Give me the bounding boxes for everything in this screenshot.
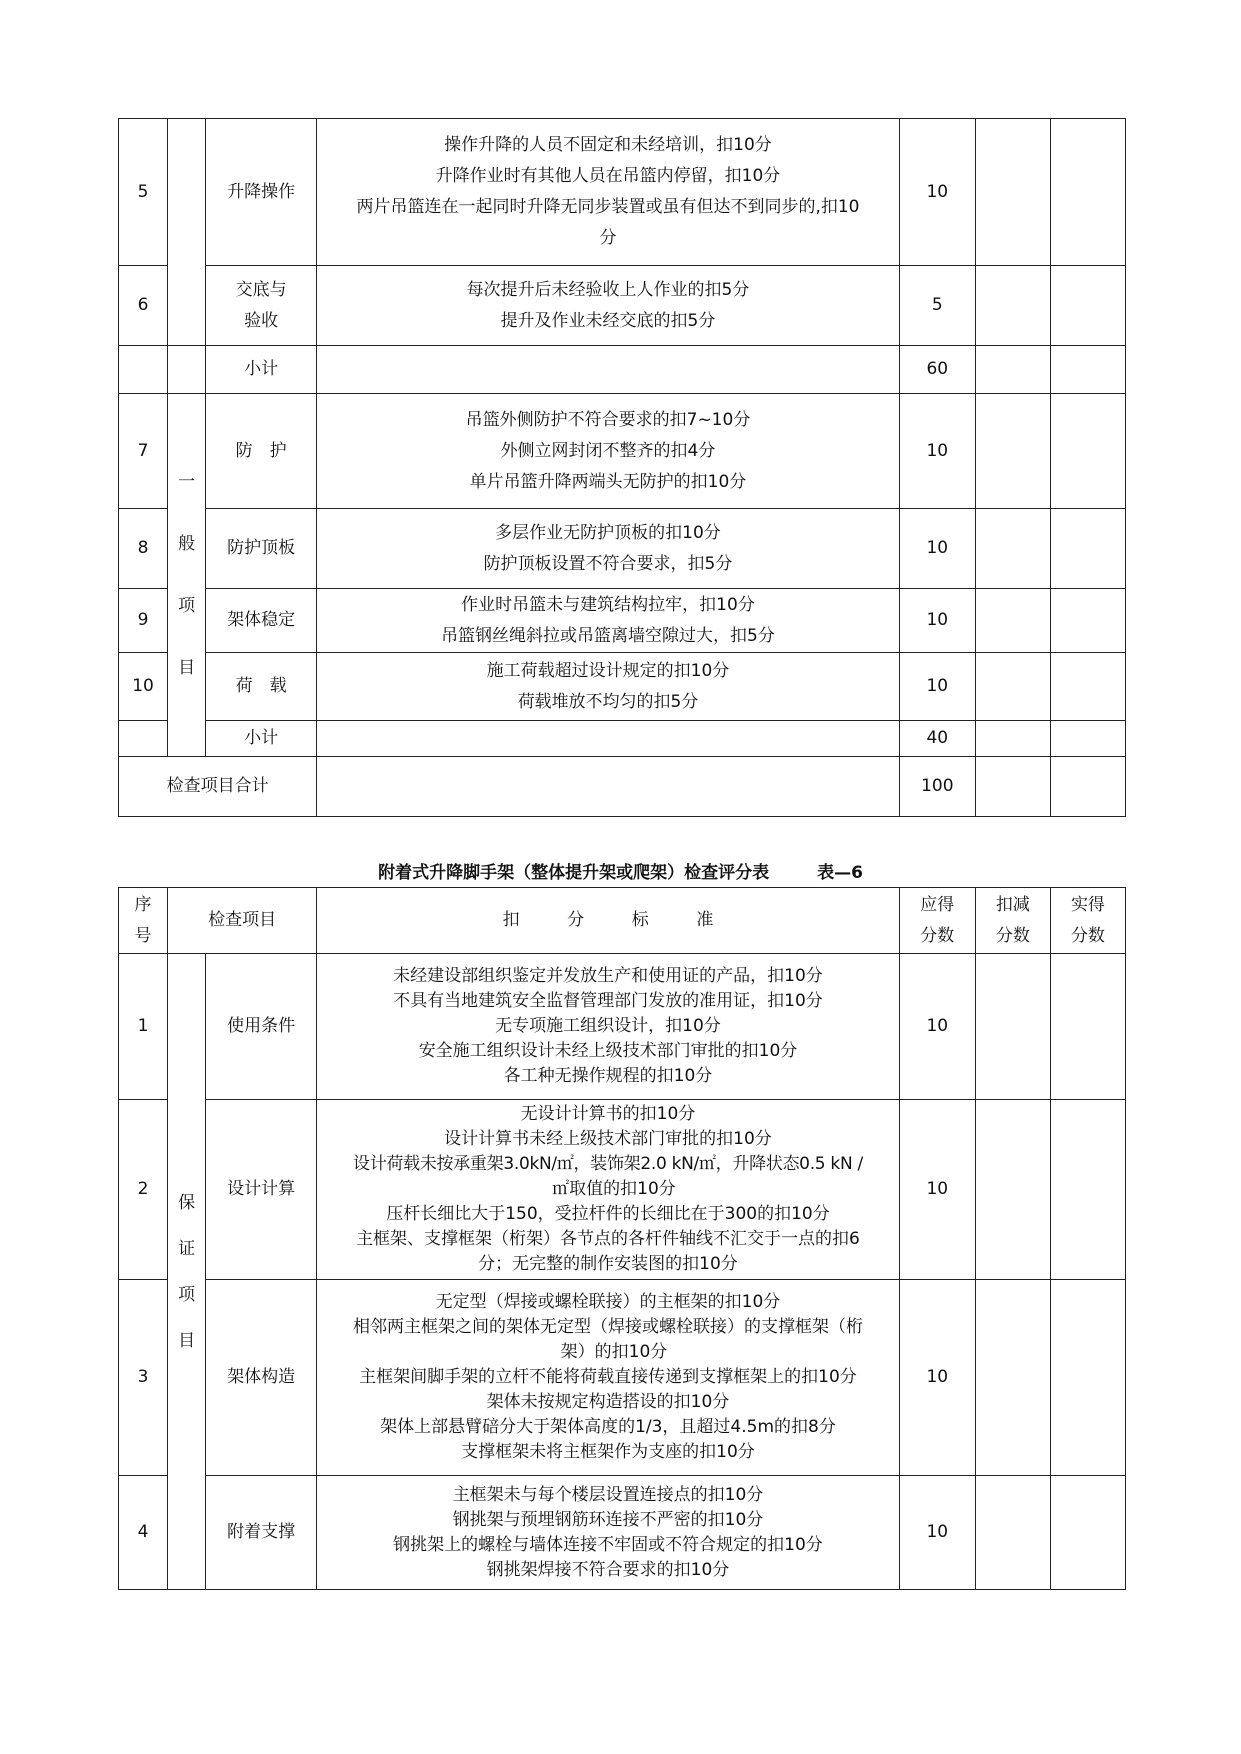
table-row bbox=[119, 1100, 1126, 1280]
table-row bbox=[119, 394, 1126, 509]
criteria-line: 无专项施工组织设计，扣10分 bbox=[495, 1016, 721, 1036]
criteria-line: 分；无完整的制作安装图的扣10分 bbox=[478, 1254, 738, 1274]
deduct-score-cell[interactable] bbox=[975, 119, 1050, 266]
deduct-score-cell[interactable] bbox=[975, 757, 1050, 817]
deduct-score-cell[interactable] bbox=[975, 1100, 1050, 1280]
should-score: 10 bbox=[899, 1476, 975, 1590]
actual-score-cell[interactable] bbox=[1050, 1280, 1125, 1476]
deduct-score-cell[interactable] bbox=[975, 1476, 1050, 1590]
deduction-criteria bbox=[317, 509, 900, 589]
should-score: 10 bbox=[899, 119, 975, 266]
header-should-score: 应得 分数 bbox=[899, 888, 975, 954]
criteria-line: 单片吊篮升降两端头无防护的扣10分 bbox=[469, 471, 747, 492]
deduction-criteria bbox=[317, 589, 900, 653]
total-score: 100 bbox=[899, 757, 975, 817]
deduct-score-cell[interactable] bbox=[975, 954, 1050, 1100]
criteria-line: 架体上部悬臂碚分大于架体高度的1/3，且超过4.5m的扣8分 bbox=[380, 1417, 836, 1437]
should-score: 10 bbox=[899, 1280, 975, 1476]
table-number: 表—6 bbox=[817, 863, 863, 883]
criteria-line: 架体未按规定构造搭设的扣10分 bbox=[486, 1392, 730, 1412]
subtotal-label: 小计 bbox=[206, 346, 317, 394]
criteria-line: 外侧立网封闭不整齐的扣4分 bbox=[500, 440, 716, 461]
header-row bbox=[119, 888, 1126, 954]
deduction-criteria bbox=[317, 1476, 900, 1590]
deduction-criteria bbox=[317, 653, 900, 721]
actual-score-cell[interactable] bbox=[1050, 266, 1125, 346]
deduct-score-cell[interactable] bbox=[975, 721, 1050, 757]
item-name: 荷 载 bbox=[206, 653, 317, 721]
row-number: 1 bbox=[119, 954, 168, 1100]
actual-score-cell[interactable] bbox=[1050, 757, 1125, 817]
row-number: 5 bbox=[119, 119, 168, 266]
item-name: 使用条件 bbox=[206, 954, 317, 1100]
criteria-line: 架）的扣10分 bbox=[560, 1342, 668, 1362]
criteria-line: 每次提升后未经验收上人作业的扣5分 bbox=[466, 279, 750, 300]
subtotal-row bbox=[119, 721, 1126, 757]
actual-score-cell[interactable] bbox=[1050, 119, 1125, 266]
should-score: 10 bbox=[899, 653, 975, 721]
criteria-line: 钢挑架焊接不符合要求的扣10分 bbox=[486, 1559, 730, 1580]
table-row bbox=[119, 653, 1126, 721]
criteria-line: 作业时吊篮未与建筑结构拉牢，扣10分 bbox=[461, 594, 755, 615]
criteria-line: 荷载堆放不均匀的扣5分 bbox=[517, 691, 699, 712]
deduct-score-cell[interactable] bbox=[975, 1280, 1050, 1476]
criteria-line: 相邻两主框架之间的架体无定型（焊接或螺栓联接）的支撑框架（桁 bbox=[352, 1317, 863, 1337]
actual-score-cell[interactable] bbox=[1050, 954, 1125, 1100]
criteria-line: 升降作业时有其他人员在吊篮内停留，扣10分 bbox=[435, 166, 781, 186]
deduction-criteria bbox=[317, 954, 900, 1100]
criteria-line: 安全施工组织设计未经上级技术部门审批的扣10分 bbox=[418, 1041, 798, 1061]
criteria-line: 提升及作业未经交底的扣5分 bbox=[500, 310, 716, 331]
criteria-line: 分 bbox=[599, 228, 617, 248]
criteria-line: 设计计算书未经上级技术部门审批的扣10分 bbox=[444, 1129, 772, 1149]
row-number: 4 bbox=[119, 1476, 168, 1590]
row-number: 9 bbox=[119, 589, 168, 653]
deduction-criteria bbox=[317, 394, 900, 509]
score-table-attached-scaffold bbox=[118, 887, 1126, 1590]
header-item: 检查项目 bbox=[168, 888, 317, 954]
deduct-score-cell[interactable] bbox=[975, 394, 1050, 509]
criteria-line: 无设计计算书的扣10分 bbox=[520, 1104, 696, 1124]
actual-score-cell[interactable] bbox=[1050, 346, 1125, 394]
deduction-criteria bbox=[317, 266, 900, 346]
deduct-score-cell[interactable] bbox=[975, 346, 1050, 394]
subtotal-score: 40 bbox=[899, 721, 975, 757]
criteria-line: 吊篮外侧防护不符合要求的扣7~10分 bbox=[465, 409, 751, 430]
subtotal-score: 60 bbox=[899, 346, 975, 394]
header-criteria: 扣分标准 bbox=[317, 888, 900, 954]
table-row bbox=[119, 266, 1126, 346]
should-score: 10 bbox=[899, 954, 975, 1100]
deduct-score-cell[interactable] bbox=[975, 589, 1050, 653]
item-name: 设计计算 bbox=[206, 1100, 317, 1280]
should-score: 5 bbox=[899, 266, 975, 346]
criteria-line: 多层作业无防护顶板的扣10分 bbox=[495, 522, 721, 543]
criteria-line: 不具有当地建筑安全监督管理部门发放的准用证，扣10分 bbox=[393, 991, 823, 1011]
row-number: 10 bbox=[119, 653, 168, 721]
criteria-line: 设计荷载未按承重架3.0kN/㎡，装饰架2.0 kN/㎡，升降状态0.5 kN / bbox=[353, 1154, 863, 1174]
should-score: 10 bbox=[899, 1100, 975, 1280]
subtotal-row bbox=[119, 346, 1126, 394]
criteria-line: 吊篮钢丝绳斜拉或吊篮离墙空隙过大，扣5分 bbox=[441, 625, 775, 646]
criteria-line: 无定型（焊接或螺栓联接）的主框架的扣10分 bbox=[435, 1292, 781, 1312]
score-table-continued bbox=[118, 118, 1126, 817]
actual-score-cell[interactable] bbox=[1050, 1100, 1125, 1280]
item-name: 升降操作 bbox=[206, 119, 317, 266]
general-items-group: 一 般 项 目 bbox=[168, 394, 206, 757]
table-row bbox=[119, 954, 1126, 1100]
actual-score-cell[interactable] bbox=[1050, 653, 1125, 721]
should-score: 10 bbox=[899, 509, 975, 589]
criteria-line: 施工荷载超过设计规定的扣10分 bbox=[486, 660, 730, 681]
item-name: 架体稳定 bbox=[206, 589, 317, 653]
total-label: 检查项目合计 bbox=[119, 757, 317, 817]
subtotal-label: 小计 bbox=[206, 721, 317, 757]
table-row bbox=[119, 509, 1126, 589]
guarantee-items-group: 保 证 项 目 bbox=[168, 954, 206, 1590]
item-name bbox=[206, 266, 317, 346]
row-number: 6 bbox=[119, 266, 168, 346]
criteria-line: 支撑框架未将主框架作为支座的扣10分 bbox=[461, 1442, 755, 1462]
deduct-score-cell[interactable] bbox=[975, 266, 1050, 346]
table-row bbox=[119, 1476, 1126, 1590]
criteria-line: 压杆长细比大于150，受拉杆件的长细比在于300的扣10分 bbox=[386, 1204, 830, 1224]
criteria-line: 钢挑架上的螺栓与墙体连接不牢固或不符合规定的扣10分 bbox=[393, 1534, 823, 1555]
item-name: 防 护 bbox=[206, 394, 317, 509]
actual-score-cell[interactable] bbox=[1050, 1476, 1125, 1590]
table-row bbox=[119, 119, 1126, 266]
criteria-line: 防护顶板设置不符合要求，扣5分 bbox=[483, 553, 733, 574]
criteria-line: 钢挑架与预埋钢筋环连接不严密的扣10分 bbox=[452, 1509, 764, 1530]
item-name-line: 验收 bbox=[244, 310, 279, 331]
criteria-line: 操作升降的人员不固定和未经培训，扣10分 bbox=[444, 135, 772, 155]
row-number: 2 bbox=[119, 1100, 168, 1280]
criteria-line: 主框架未与每个楼层设置连接点的扣10分 bbox=[452, 1484, 764, 1505]
table-row bbox=[119, 1280, 1126, 1476]
criteria-line: ㎡取值的扣10分 bbox=[552, 1179, 676, 1199]
header-actual-score: 实得 分数 bbox=[1050, 888, 1125, 954]
item-name-line: 交底与 bbox=[235, 279, 287, 300]
should-score: 10 bbox=[899, 589, 975, 653]
item-name: 附着支撑 bbox=[206, 1476, 317, 1590]
deduction-criteria bbox=[317, 1280, 900, 1476]
table-title-text: 附着式升降脚手架（整体提升架或爬架）检查评分表 bbox=[378, 863, 770, 883]
table-title bbox=[0, 858, 1241, 883]
row-number: 7 bbox=[119, 394, 168, 509]
deduction-criteria bbox=[317, 1100, 900, 1280]
group-cell-empty bbox=[168, 119, 206, 346]
actual-score-cell[interactable] bbox=[1050, 589, 1125, 653]
criteria-line: 未经建设部组织鉴定并发放生产和使用证的产品，扣10分 bbox=[393, 966, 823, 986]
row-number: 8 bbox=[119, 509, 168, 589]
table-row bbox=[119, 589, 1126, 653]
actual-score-cell[interactable] bbox=[1050, 394, 1125, 509]
total-row bbox=[119, 757, 1126, 817]
row-number: 3 bbox=[119, 1280, 168, 1476]
item-name: 架体构造 bbox=[206, 1280, 317, 1476]
criteria-line: 两片吊篮连在一起同时升降无同步装置或虽有但达不到同步的,扣10 bbox=[356, 197, 860, 217]
header-deduct-score: 扣减 分数 bbox=[975, 888, 1050, 954]
actual-score-cell[interactable] bbox=[1050, 721, 1125, 757]
deduct-score-cell[interactable] bbox=[975, 509, 1050, 589]
criteria-line: 主框架、支撑框架（桁架）各节点的各杆件轴线不汇交于一点的扣6 bbox=[356, 1229, 860, 1249]
item-name: 防护顶板 bbox=[206, 509, 317, 589]
actual-score-cell[interactable] bbox=[1050, 509, 1125, 589]
criteria-line: 主框架间脚手架的立杆不能将荷载直接传递到支撑框架上的扣10分 bbox=[359, 1367, 857, 1387]
should-score: 10 bbox=[899, 394, 975, 509]
deduct-score-cell[interactable] bbox=[975, 653, 1050, 721]
criteria-line: 各工种无操作规程的扣10分 bbox=[503, 1066, 713, 1086]
deduction-criteria bbox=[317, 119, 900, 266]
header-no: 序 号 bbox=[119, 888, 168, 954]
